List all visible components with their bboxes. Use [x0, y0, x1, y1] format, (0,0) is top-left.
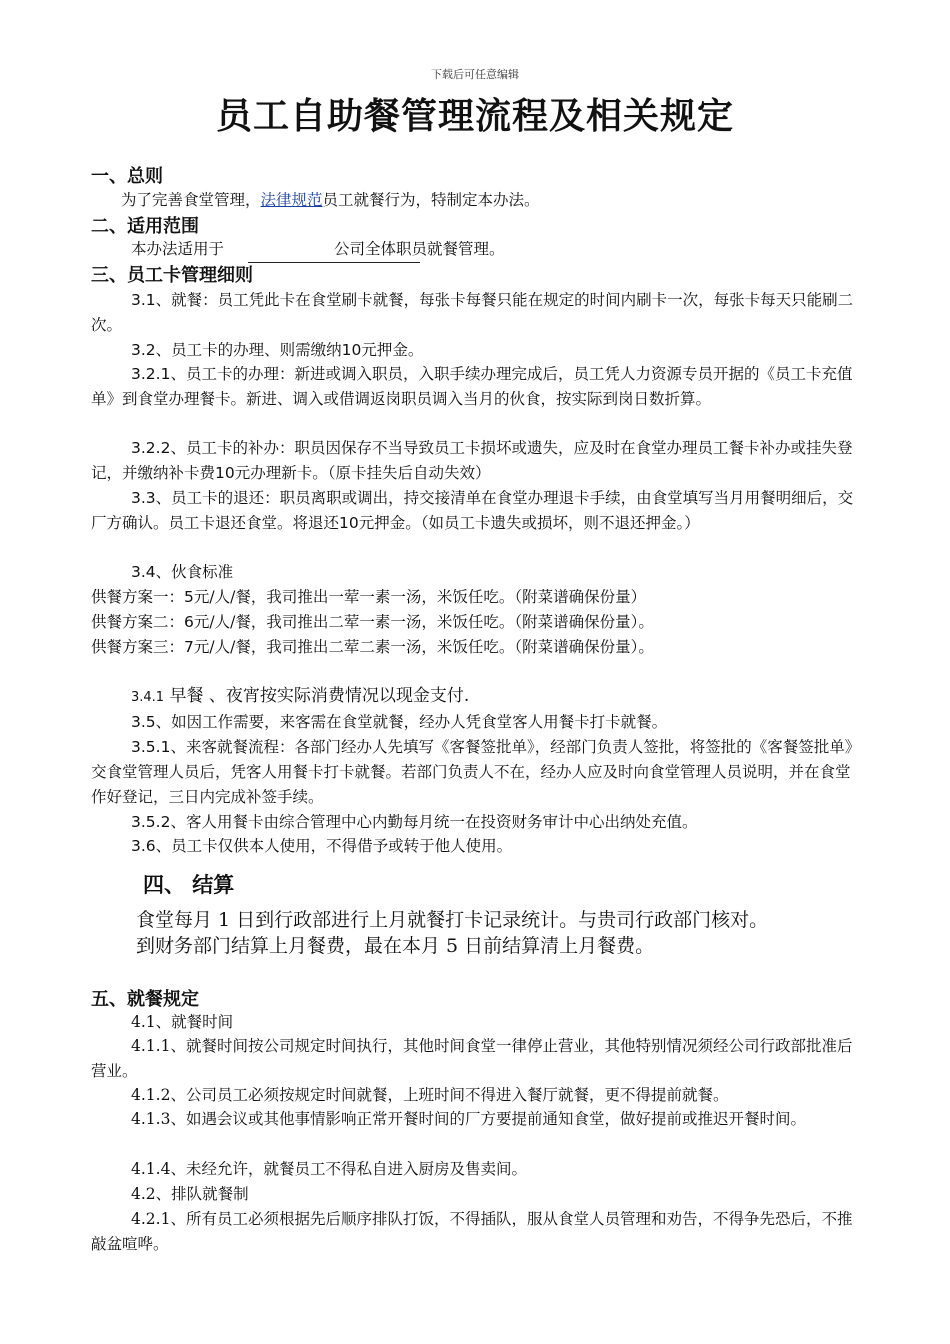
- document-title: 员工自助餐管理流程及相关规定: [215, 95, 734, 137]
- rule-3-5-2: 3.5.2、客人用餐卡由综合管理中心内勤每月统一在投资财务审计中心出纳处充值。: [131, 813, 698, 831]
- rule-3-4-1: 3.4.1 早餐 、夜宵按实际消费情况以现金支付.: [131, 686, 470, 706]
- rule-3-2: 3.2、员工卡的办理、则需缴纳10元押金。: [131, 341, 424, 359]
- header-note: 下载后可任意编辑: [431, 68, 519, 81]
- rule-3-4: 3.4、伙食标准: [131, 563, 234, 581]
- section-heading-settlement: 四、 结算: [143, 873, 235, 897]
- paragraph-scope: 本办法适用于 公司全体职员就餐管理。: [131, 240, 505, 258]
- rule-3-6: 3.6、员工卡仅供本人使用，不得借予或转于他人使用。: [131, 837, 513, 855]
- section-heading-dining-rules: 五、就餐规定: [91, 989, 199, 1010]
- rule-3-5: 3.5、如因工作需要，来客需在食堂就餐，经办人凭食堂客人用餐卡打卡就餐。: [131, 713, 668, 731]
- paragraph-general: 为了完善食堂管理，法律规范员工就餐行为，特制定本办法。: [121, 191, 540, 209]
- legal-norms-link[interactable]: 法律规范: [260, 191, 323, 209]
- rule-4-2-1: 4.2.1、所有员工必须根据先后顺序排队打饭，不得插队，服从食堂人员管理和劝告，不得争先恐后，不推敲盆喧哗。: [91, 1210, 853, 1253]
- section-heading-card-rules: 三、员工卡管理细则: [91, 265, 253, 286]
- section-heading-general: 一、总则: [91, 166, 163, 187]
- rule-3-1: 3.1、就餐：员工凭此卡在食堂刷卡就餐，每张卡每餐只能在规定的时间内刷卡一次，每张卡每天只能刷二次。: [91, 291, 854, 334]
- meal-plan-1: 供餐方案一：5元/人/餐，我司推出一荤一素一汤，米饭任吃。（附菜谱确保份量）: [91, 588, 647, 606]
- meal-plan-3: 供餐方案三：7元/人/餐，我司推出二荤二素一汤，米饭任吃。（附菜谱确保份量）。: [91, 638, 654, 656]
- rule-3-3: 3.3、员工卡的退还：职员离职或调出，持交接清单在食堂办理退卡手续，由食堂填写当月用餐明细后，交厂方确认。员工卡退还食堂。将退还10元押金。（如员工卡遗失或损坏，则不退还押金。）: [91, 489, 854, 532]
- rule-4-1: 4.1、就餐时间: [131, 1013, 234, 1031]
- rule-4-1-1: 4.1.1、就餐时间按公司规定时间执行，其他时间食堂一律停止营业，其他特别情况须经公司行政部批准后营业。: [91, 1037, 853, 1080]
- rule-4-1-4: 4.1.4、未经允许，就餐员工不得私自进入厨房及售卖间。: [131, 1160, 527, 1178]
- settlement-line-2: 到财务部门结算上月餐费，最在本月 5 日前结算清上月餐费。: [136, 935, 655, 957]
- section-heading-scope: 二、适用范围: [91, 216, 199, 237]
- rule-4-2: 4.2、排队就餐制: [131, 1185, 249, 1203]
- rule-3-2-1: 3.2.1、员工卡的办理：新进或调入职员，入职手续办理完成后，员工凭人力资源专员开据的《员工卡充值单》到食堂办理餐卡。新进、调入或借调返岗职员调入当月的伙食，按实际到岗日数折算。: [91, 365, 853, 408]
- rule-3-5-1: 3.5.1、来客就餐流程：各部门经办人先填写《客餐签批单》，经部门负责人签批，将签批的《客餐签批单》交食堂管理人员后，凭客人用餐卡打卡就餐。若部门负责人不在，经办人应及时向食堂管理人员说明，并在食堂作好登记，三日内完成补签手续。: [91, 738, 853, 806]
- blank-underline: [248, 262, 420, 263]
- meal-plan-2: 供餐方案二：6元/人/餐，我司推出二荤一素一汤，米饭任吃。（附菜谱确保份量）。: [91, 613, 654, 631]
- rule-3-2-2: 3.2.2、员工卡的补办：职员因保存不当导致员工卡损坏或遗失，应及时在食堂办理员工餐卡补办或挂失登记，并缴纳补卡费10元办理新卡。（原卡挂失后自动失效）: [91, 439, 853, 482]
- settlement-line-1: 食堂每月 1 日到行政部进行上月就餐打卡记录统计。与贵司行政部门核对。: [136, 909, 769, 931]
- rule-4-1-2: 4.1.2、公司员工必须按规定时间就餐，上班时间不得进入餐厅就餐，更不得提前就餐。: [131, 1086, 729, 1104]
- rule-4-1-3: 4.1.3、如遇会议或其他事情影响正常开餐时间的厂方要提前通知食堂，做好提前或推迟开餐时间。: [131, 1110, 806, 1128]
